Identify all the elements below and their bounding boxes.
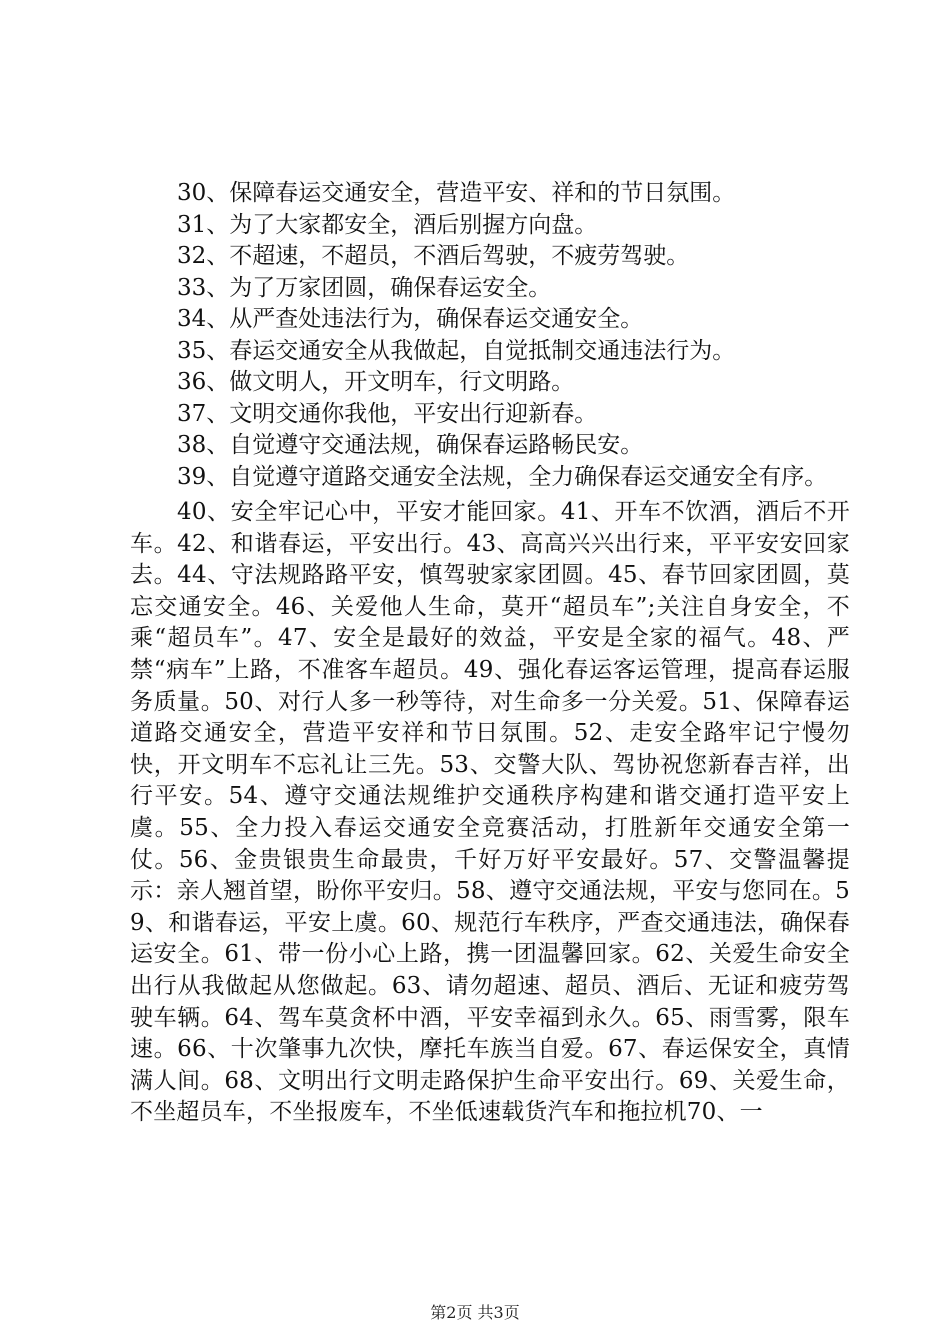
slogan-line: 30、保障春运交通安全，营造平安、祥和的节日氛围。 xyxy=(177,180,736,206)
slogan-line: 36、做文明人，开文明车，行文明路。 xyxy=(177,369,575,395)
slogan-line: 34、从严查处违法行为，确保春运交通安全。 xyxy=(177,306,644,332)
slogan-line: 32、不超速，不超员，不酒后驾驶，不疲劳驾驶。 xyxy=(177,243,690,269)
slogan-line: 33、为了万家团圆，确保春运安全。 xyxy=(177,274,552,301)
document-body xyxy=(130,178,850,1129)
paragraph-40: 40、安全牢记心中，平安才能回家。41、开车不饮酒，酒后不开车。42、和谐春运，平安出行。43、高高兴兴出行来，平平安安回家去。44、守法规路路平安，慎驾驶家家团圆。45、春节回家团圆，莫忘交通安全。46、关爱他人生命，莫开“超员车”;关注自身安全，不乘“超员车”。47、安全是最好的效益，平安是全家的福气。48、严禁“病车”上路，不准客车超员。49、强化春运客运管理，提高春运服务质量。50、对行人多一秒等待，对生命多一分关爱。51、保障春运道路交通安全，营造平安祥和节日氛围。52、走安全路牢记宁慢勿快，开文明车不忘礼让三先。53、交警大队、驾协祝您新春吉祥，出行平安。54、遵守交通法规维护交通秩序构建和谐交通打造平安上虞。55、全力投入春运交通安全竞赛活动，打胜新年交通安全第一仗。56、金贵银贵生命最贵，千好万好平安最好。57、交警温馨提示：亲人翘首望，盼你平安归。58、遵守交通法规，平安与您同在。59、和谐春运，平安上虞。60、规范行车秩序，严查交通违法，确保春运安全。61、带一份小心上路，携一团温馨回家。62、关爱生命安全出行从我做起从您做起。63、请勿超速、超员、酒后、无证和疲劳驾驶车辆。64、驾车莫贪杯中酒，平安幸福到永久。65、雨雪雾，限车速。66、十次肇事九次快，摩托车族当自爱。67、春运保安全，真情满人间。68、文明出行文明走路保护生命平安出行。69、关爱生命，不坐超员车，不坐报废车，不坐低速载货汽车和拖拉机70、一 xyxy=(130,499,850,1126)
page-footer: 第2页 共3页 xyxy=(430,1303,520,1322)
slogan-line: 31、为了大家都安全，酒后别握方向盘。 xyxy=(177,211,598,238)
slogan-line: 35、春运交通安全从我做起，自觉抵制交通违法行为。 xyxy=(177,337,736,364)
slogan-line: 38、自觉遵守交通法规，确保春运路畅民安。 xyxy=(177,432,644,458)
slogan-line: 37、文明交通你我他，平安出行迎新春。 xyxy=(177,400,598,427)
paragraph-39: 39、自觉遵守道路交通安全法规，全力确保春运交通安全有序。 xyxy=(177,463,828,490)
